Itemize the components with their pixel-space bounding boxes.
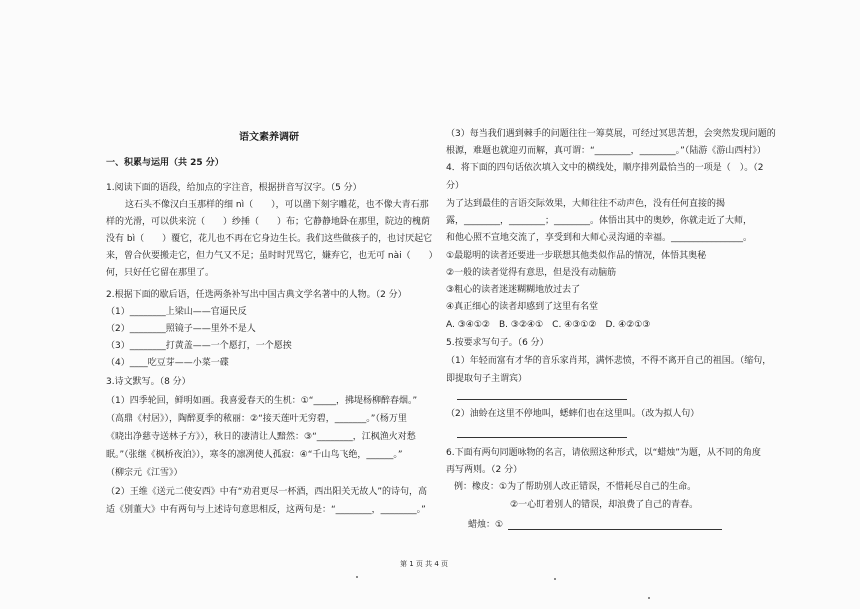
question-4-choices: A. ③④①② B. ③②④① C. ④③①② D. ④②①③ xyxy=(446,320,651,330)
question-4-text: 为了达到最佳的言语交际效果，大师往往不动声色，没有任何直接的揭 xyxy=(446,199,726,209)
question-3-heading: 3.诗文默写。（8 分） xyxy=(106,377,191,387)
question-3-text: 适《别董大》中有两句与上述诗句意思相反，这两句是：“________，________。” xyxy=(106,505,426,515)
question-4-option: ②一般的读者觉得有意思，但是没有动脑筋 xyxy=(446,268,617,278)
question-2-item: （1）________上梁山——官逼民反 xyxy=(106,307,247,317)
scan-speck xyxy=(648,597,650,599)
answer-label: 蜡烛：① xyxy=(468,520,504,530)
question-3-text: 眠。”（张继《枫桥夜泊》），寒冬的凛冽使人孤寂：④“千山鸟飞绝，______。” xyxy=(106,450,403,460)
scan-speck xyxy=(554,578,556,580)
question-2-item: （4）____吃豆芽——小菜一碟 xyxy=(106,358,229,368)
question-3-text: （柳宗元《江雪》） xyxy=(106,468,183,478)
page-title: 语文素养调研 xyxy=(239,132,299,143)
question-6-heading: 再写两则。（2 分） xyxy=(446,465,523,475)
question-5-item: （1）年轻而富有才华的音乐家肖邦，满怀悲愤，不得不离开自己的祖国。（缩句， xyxy=(446,356,772,366)
question-4-option: ④真正细心的读者却感到了这里有名堂 xyxy=(446,302,599,312)
question-3-text: 《晓出净慈寺送林子方》），秋日的凄清让人黯然：③“________，江枫渔火对愁 xyxy=(106,432,416,442)
answer-line[interactable] xyxy=(508,520,722,530)
question-3-text: （高鼎《村居》），陶醉夏季的秾丽：②“接天莲叶无穷碧，_______。”（杨万里 xyxy=(106,414,407,424)
question-3-text: （3）每当我们遇到棘手的问题往往一筹莫展，可经过冥思苦想，会突然发现问题的 xyxy=(446,129,776,139)
answer-line[interactable] xyxy=(457,390,627,400)
question-1-text: 这石头不像汉白玉那样的细 nì（ ），可以凿下刻字雕花，也不像大青石那 xyxy=(125,200,429,210)
question-4-option: ③粗心的读者迷迷糊糊地放过去了 xyxy=(446,285,581,295)
question-2-item: （3）________打黄盖——一个愿打，一个愿挨 xyxy=(106,341,292,351)
question-3-text: 根源，难题也就迎刃而解，真可谓：“________，________。”（陆游《游山西村》） xyxy=(446,146,766,156)
question-1-heading: 1.阅读下面的语段，给加点的字注音，根据拼音写汉字。（5 分） xyxy=(106,183,362,193)
question-1-text: 何，只好任它留在那里了。 xyxy=(106,268,215,278)
question-4-heading: 4．将下面的四句话依次填入文中的横线处，顺序排列最恰当的一项是（ ）。（2 xyxy=(446,163,764,173)
question-3-text: （1）四季轮回，鲜明如画。我喜爱春天的生机：①“_____，拂堤杨柳醉春烟。” xyxy=(106,396,418,406)
question-4-text: 露，________，________；________。体悟出其中的奥妙，你就走近了大师， xyxy=(446,216,753,226)
scan-speck xyxy=(356,576,358,578)
section-heading: 一、积累与运用（共 25 分） xyxy=(106,158,224,168)
question-4-score: 分） xyxy=(446,181,465,191)
answer-line[interactable] xyxy=(457,428,627,438)
question-5-item: 即提取句子主谓宾） xyxy=(446,374,528,384)
question-2-item: （2）________照镜子——里外不是人 xyxy=(106,324,256,334)
question-2-heading: 2.根据下面的歇后语，任选两条补写出中国古典文学名著中的人物。（2 分） xyxy=(106,290,407,300)
question-6-heading: 6.下面有两句同题咏物的名言，请依照这种形式，以“蜡烛”为题，从不同的角度 xyxy=(446,448,761,458)
question-4-option: ①最聪明的读者还要进一步联想其他类似作品的情况，体悟其奥秘 xyxy=(446,251,707,261)
question-4-text: 和他心照不宣地交流了，享受到和大师心灵沟通的幸福。________________。 xyxy=(446,233,753,243)
question-5-item: （2）油蛉在这里不停地叫，蟋蟀们也在这里叫。（改为拟人句） xyxy=(446,409,700,419)
example-line: ②一心盯着别人的错误，却浪费了自己的青春。 xyxy=(510,500,699,510)
question-5-heading: 5.按要求写句子。（6 分） xyxy=(446,338,549,348)
question-3-text: （2）王维《送元二使安西》中有“劝君更尽一杯酒，西出阳关无故人”的诗句，高 xyxy=(106,487,428,497)
example-line: 例：橡皮：①为了帮助别人改正错误，不惜耗尽自己的生命。 xyxy=(454,482,697,492)
page-footer: 第 1 页 共 4 页 xyxy=(400,560,449,568)
question-1-text: 样的光滑，可以供来浣（ ）纱捶（ ）布；它静静地卧在那里，院边的槐荫 xyxy=(106,217,431,227)
question-1-text: 来，曾合伙要搬走它，但力气又不足；虽时时咒骂它，嫌弃它，也无可 nài（ ） xyxy=(106,251,438,261)
question-1-text: 没有 bì（ ）覆它，花儿也不再在它身边生长。我们这些做孩子的，也讨厌起它 xyxy=(106,234,433,244)
